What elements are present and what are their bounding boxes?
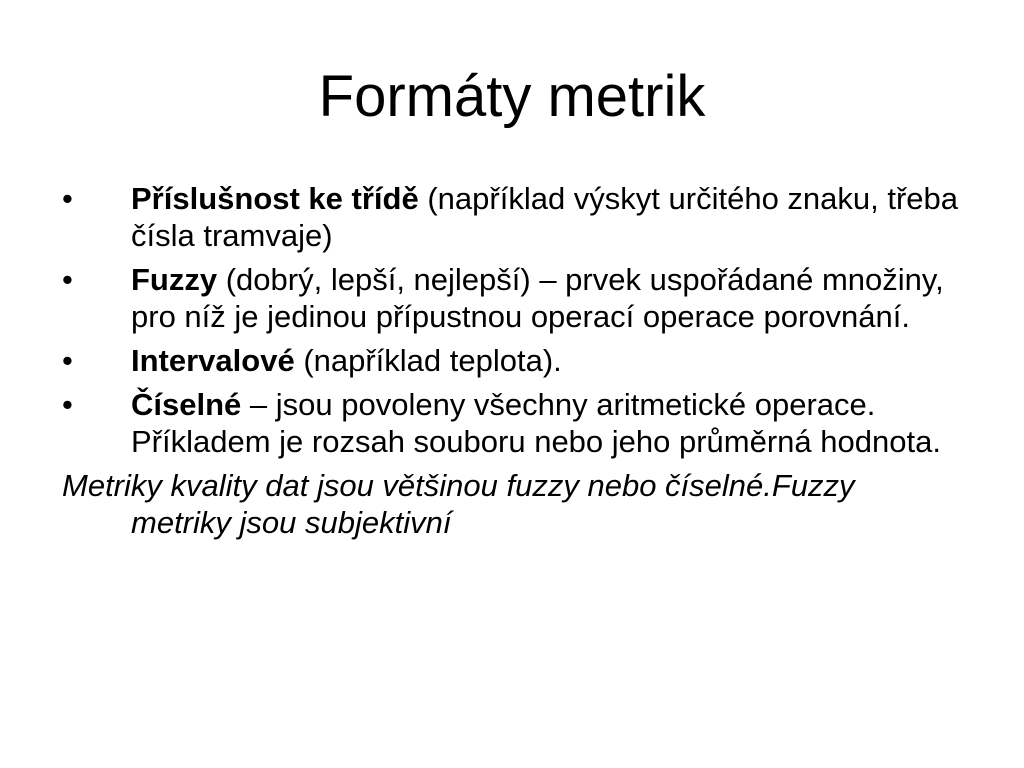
bullet-term: Intervalové xyxy=(131,343,295,378)
bullet-text: (například teplota). xyxy=(294,343,562,378)
bullet-text: (dobrý, lepší, nejlepší) – prvek uspořádané množiny, pro níž je jedinou přípustnou operací operace porovnání. xyxy=(131,262,944,334)
bullet-dot-icon: • xyxy=(62,262,73,297)
bullet-item-class-membership xyxy=(62,180,962,254)
slide-title: Formáty metrik xyxy=(318,64,706,129)
bullet-text: (například výskyt určitého znaku, třeba čísla tramvaje) xyxy=(131,181,959,253)
bullet-item-interval xyxy=(62,342,962,379)
bullet-list xyxy=(62,180,962,460)
summary-note: Metriky kvality dat jsou většinou fuzzy nebo číselné.Fuzzy metriky jsou subjektivní xyxy=(62,468,855,540)
bullet-term: Příslušnost ke třídě xyxy=(131,181,419,216)
bullet-dot-icon: • xyxy=(62,181,73,216)
bullet-text: – jsou povoleny všechny aritmetické operace. Příkladem je rozsah souboru nebo jeho průměrná hodnota. xyxy=(131,387,941,459)
bullet-item-numeric xyxy=(62,386,962,460)
slide-content xyxy=(62,180,962,541)
bullet-item-fuzzy xyxy=(62,261,962,335)
bullet-dot-icon: • xyxy=(62,343,73,378)
bullet-term: Fuzzy xyxy=(131,262,218,297)
bullet-dot-icon: • xyxy=(62,387,73,422)
bullet-term: Číselné xyxy=(131,387,242,422)
